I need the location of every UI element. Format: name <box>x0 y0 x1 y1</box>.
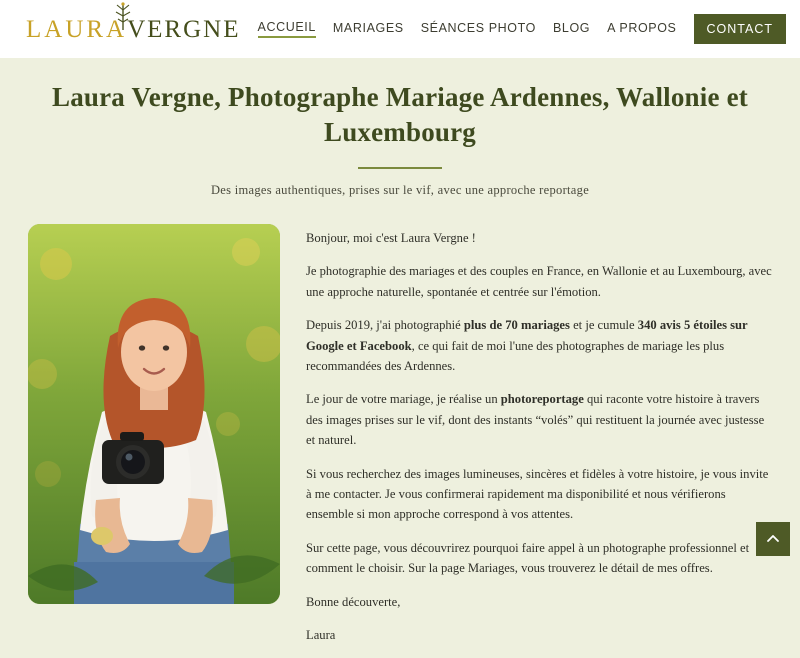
portrait-photo <box>28 224 280 604</box>
paragraph-page-guide: Sur cette page, vous découvrirez pourquoi faire appel à un photographe professionnel et comment le choisir. Sur la page Mariages, vous trouverez le détail de mes offres. <box>306 540 750 576</box>
tree-mark-icon <box>110 1 136 31</box>
title-divider <box>358 167 442 169</box>
nav-contact-button[interactable]: CONTACT <box>694 14 787 44</box>
site-header <box>0 0 800 58</box>
p3-text-e: , ce qui fait de moi l'une des photographes de mariage les plus recommandées des Ardennes. <box>306 338 725 374</box>
paragraph-signature: Laura <box>306 627 336 642</box>
p4-bold-photoreportage: photoreportage <box>500 392 584 407</box>
paragraph-greeting: Bonjour, moi c'est Laura Vergne ! <box>306 231 476 246</box>
logo-text-vergne: VERGNE <box>127 15 241 43</box>
nav-item-accueil[interactable]: ACCUEIL <box>258 20 316 38</box>
paragraph-contact: Si vous recherchez des images lumineuses, sincères et fidèles à votre histoire, je vous invite à me contacter. Je vous confirmerai rapidement ma disponibilité et nous vérifierons ensemble si mon approche correspond à vos attentes. <box>306 466 769 522</box>
nav-item-a-propos[interactable]: A PROPOS <box>607 21 677 35</box>
p4-text-a: Le jour de votre mariage, je réalise un <box>306 392 501 407</box>
main-content <box>0 198 800 658</box>
p3-text-a: Depuis 2019, j'ai photographié <box>306 318 464 333</box>
chevron-up-icon <box>765 531 781 547</box>
p3-bold-reviews: 340 avis 5 étoiles sur Google et Facebook <box>306 318 748 353</box>
paragraph-photoreportage <box>306 389 772 450</box>
hero-section <box>0 58 800 198</box>
p4-text-c: qui raconte votre histoire à travers des images prises sur le vif, dont des instants “volés” qui restituent la journée avec justesse et naturel. <box>306 392 765 448</box>
site-logo[interactable] <box>26 8 241 50</box>
nav-item-mariages[interactable]: MARIAGES <box>332 21 404 35</box>
nav-item-blog[interactable]: BLOG <box>552 21 591 35</box>
back-to-top-button[interactable] <box>756 522 790 556</box>
nav-item-seances-photo[interactable]: SÉANCES PHOTO <box>420 21 536 35</box>
p3-text-c: et je cumule <box>569 318 638 333</box>
paragraph-intro: Je photographie des mariages et des couples en France, en Wallonie et au Luxembourg, avec une approche naturelle, spontanée et centrée sur l'émotion. <box>306 264 772 299</box>
main-navigation <box>258 14 786 44</box>
page-title: Laura Vergne, Photographe Mariage Ardennes, Wallonie et Luxembourg <box>52 82 748 147</box>
intro-text-column <box>306 224 772 658</box>
paragraph-signoff: Bonne découverte, <box>306 594 401 609</box>
hero-subtitle: Des images authentiques, prises sur le vif, avec une approche reportage <box>210 183 590 198</box>
paragraph-experience <box>306 315 772 376</box>
p3-bold-weddings: plus de 70 mariages <box>463 318 570 333</box>
logo-text-laura: LAURA <box>26 15 128 43</box>
